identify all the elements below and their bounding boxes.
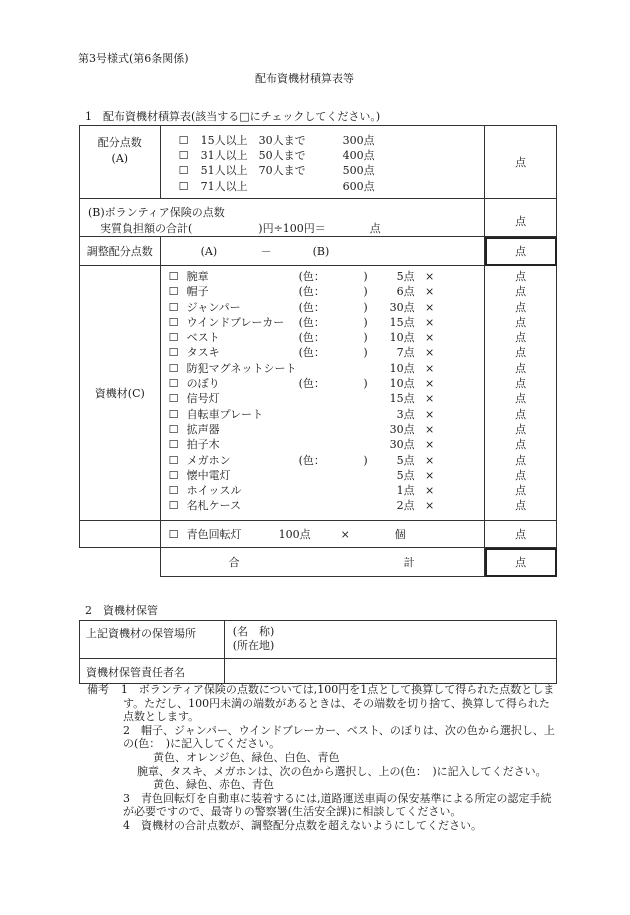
list-item[interactable]: ☐ 拡声器 30点 × [168, 422, 435, 436]
material-points-field[interactable]: 点 [515, 407, 527, 421]
rotating-light-row[interactable]: ☐ 青色回転灯 100点 × 個 [160, 521, 485, 548]
allocation-label: 配分点数 [97, 136, 142, 149]
material-points-field[interactable]: 点 [515, 346, 527, 360]
material-points-field[interactable]: 点 [515, 438, 527, 452]
note-2b-colors: 黄色、緑色、赤色、青色 [153, 778, 274, 792]
checkbox[interactable]: ☐ [168, 285, 179, 299]
allocation-option[interactable]: ☐ 51人以上 70人まで 500点 [178, 164, 375, 178]
list-item[interactable]: ☐ タスキ (色： ) 7点 × [168, 346, 435, 360]
storage-address-label: (所在地) [232, 639, 275, 652]
storage-manager-label: 資機材保管責任者名 [80, 659, 225, 684]
insurance-points-field[interactable]: 点 [485, 199, 557, 237]
rotating-light-points-field[interactable]: 点 [485, 521, 557, 548]
notes-heading: 備考 [87, 683, 109, 696]
material-points-field[interactable]: 点 [515, 453, 527, 467]
adjusted-formula: (A) － (B) [160, 237, 485, 266]
list-item[interactable]: ☐ ウインドブレーカー (色： ) 15点 × [168, 315, 435, 329]
material-points-field[interactable]: 点 [515, 331, 527, 345]
materials-table [79, 125, 557, 577]
list-item[interactable]: ☐ 信号灯 15点 × [168, 392, 435, 406]
material-points-field[interactable]: 点 [515, 499, 527, 513]
checkbox[interactable]: ☐ [178, 164, 189, 178]
materials-points-column [485, 266, 557, 521]
checkbox[interactable]: ☐ [168, 361, 179, 375]
insurance-cell [80, 199, 485, 237]
allocation-options [160, 126, 485, 199]
adjusted-points-field[interactable]: 点 [485, 237, 557, 266]
note-2-colors: 黄色、オレンジ色、緑色、白色、青色 [153, 750, 340, 764]
checkbox[interactable]: ☐ [168, 528, 179, 541]
material-points-field[interactable]: 点 [515, 315, 527, 329]
checkbox[interactable]: ☐ [178, 179, 189, 193]
material-points-field[interactable]: 点 [515, 270, 527, 283]
note-1: 1 ボランティア保険の点数については,100円を1点として換算して得られた点数とします。ただし、100円未満の端数があるときは、その端数を切り捨て、換算して得られた点数とします。 [120, 683, 555, 724]
list-item[interactable]: ☐ 拍子木 30点 × [168, 438, 435, 452]
total-spacer [80, 548, 161, 577]
insurance-label: (B)ボランティア保険の点数 [88, 206, 225, 219]
list-item[interactable]: ☐ 自転車プレート 3点 × [168, 407, 435, 421]
checkbox[interactable]: ☐ [168, 377, 179, 391]
checkbox[interactable]: ☐ [168, 499, 179, 513]
checkbox[interactable]: ☐ [168, 270, 179, 283]
list-item[interactable]: ☐ 防犯マグネットシート 10点 × [168, 361, 435, 375]
list-item[interactable]: ☐ ホイッスル 1点 × [168, 484, 435, 498]
list-item[interactable]: ☐ メガホン (色： ) 5点 × [168, 453, 435, 467]
adjusted-label: 調整配分点数 [80, 237, 161, 266]
material-points-field[interactable]: 点 [515, 468, 527, 482]
storage-table [79, 620, 557, 684]
insurance-formula: 実質負担額の合計( )円÷100円＝ 点 [100, 222, 381, 235]
list-item[interactable]: ☐ 懐中電灯 5点 × [168, 468, 435, 482]
storage-location-field[interactable] [224, 621, 556, 659]
section1-title: 1 配布資機材積算表(該当する□にチェックしてください。) [85, 110, 381, 123]
storage-location-label: 上記資機材の保管場所 [80, 621, 225, 659]
materials-label-continuation [80, 521, 161, 548]
checkbox[interactable]: ☐ [168, 392, 179, 406]
note-2b: 腕章、タスキ、メガホンは、次の色から選択し、上の(色： )に記入してください。 [137, 764, 547, 778]
page-title: 配布資機材積算表等 [255, 72, 354, 85]
list-item[interactable]: ☐ のぼり (色： ) 10点 × [168, 377, 435, 391]
checkbox[interactable]: ☐ [168, 453, 179, 467]
section2-title: 2 資機材保管 [85, 604, 158, 617]
checkbox[interactable]: ☐ [168, 346, 179, 360]
checkbox[interactable]: ☐ [168, 422, 179, 436]
total-points-field[interactable]: 点 [485, 548, 557, 577]
checkbox[interactable]: ☐ [168, 407, 179, 421]
allocation-option[interactable]: ☐ 71人以上 600点 [178, 179, 375, 193]
list-item[interactable]: ☐ ベスト (色： ) 10点 × [168, 331, 435, 345]
note-2: 2 帽子、ジャンパー、ウインドブレーカー、ベスト、のぼりは、次の色から選択し、上の(色： )に記入してください。 [123, 723, 555, 751]
list-item[interactable]: ☐ 名札ケース 2点 × [168, 499, 435, 513]
material-points-field[interactable]: 点 [515, 422, 527, 436]
checkbox[interactable]: ☐ [168, 315, 179, 329]
allocation-option[interactable]: ☐ 31人以上 50人まで 400点 [178, 149, 375, 163]
allocation-sublabel: (A) [111, 152, 129, 165]
checkbox[interactable]: ☐ [168, 300, 179, 314]
list-item[interactable]: ☐ 腕章 (色： ) 5点 × [168, 270, 435, 283]
storage-manager-field[interactable] [224, 659, 556, 684]
notes [87, 683, 557, 833]
allocation-option[interactable]: ☐ 15人以上 30人まで 300点 [178, 134, 375, 147]
materials-list [160, 266, 485, 521]
note-4: 4 資機材の合計点数が、調整配分点数を超えないようにしてください。 [123, 818, 482, 832]
materials-label: 資機材(C) [80, 266, 161, 521]
checkbox[interactable]: ☐ [178, 134, 189, 147]
checkbox[interactable]: ☐ [168, 438, 179, 452]
list-item[interactable]: ☐ 帽子 (色： ) 6点 × [168, 285, 435, 299]
material-points-field[interactable]: 点 [515, 484, 527, 498]
total-label: 合 計 [160, 548, 485, 577]
allocation-label-cell [80, 126, 161, 199]
form-number: 第3号様式(第6条関係) [78, 52, 189, 65]
storage-name-label: (名 称) [232, 625, 275, 638]
checkbox[interactable]: ☐ [168, 331, 179, 345]
checkbox[interactable]: ☐ [168, 484, 179, 498]
note-3: 3 青色回転灯を自動車に装着するには,道路運送車両の保安基準による所定の認定手続が必要ですので、最寄りの警察署(生活安全課)に相談してください。 [123, 791, 552, 819]
material-points-field[interactable]: 点 [515, 392, 527, 406]
material-points-field[interactable]: 点 [515, 285, 527, 299]
allocation-points-field[interactable]: 点 [485, 126, 557, 199]
checkbox[interactable]: ☐ [178, 149, 189, 163]
material-points-field[interactable]: 点 [515, 361, 527, 375]
material-points-field[interactable]: 点 [515, 377, 527, 391]
checkbox[interactable]: ☐ [168, 468, 179, 482]
material-points-field[interactable]: 点 [515, 300, 527, 314]
list-item[interactable]: ☐ ジャンパー (色： ) 30点 × [168, 300, 435, 314]
